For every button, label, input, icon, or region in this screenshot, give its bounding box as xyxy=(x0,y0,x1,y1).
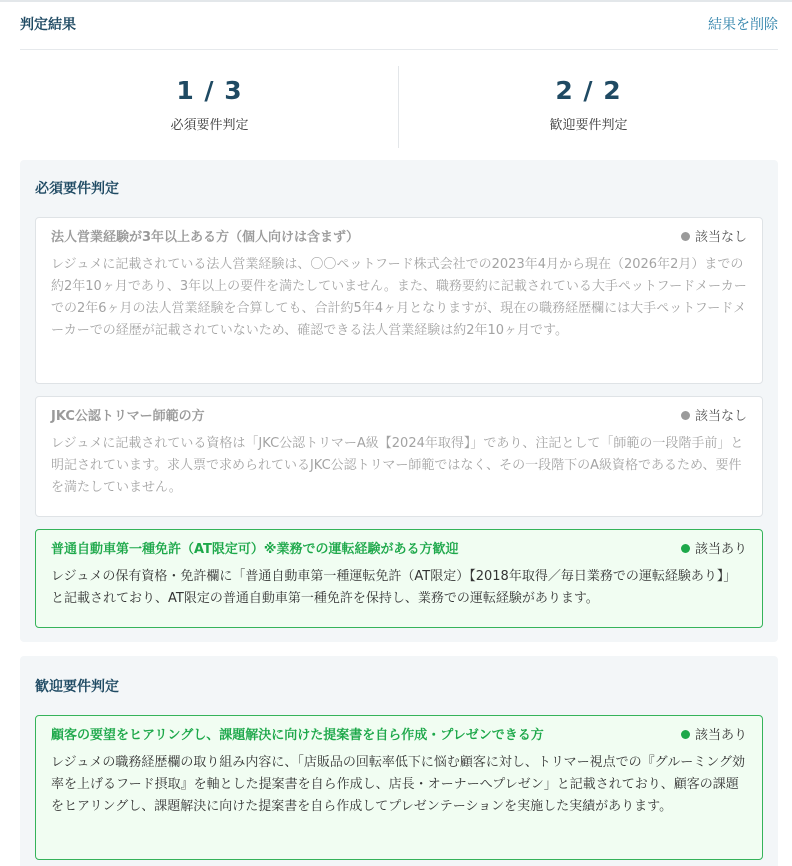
required-section-title: 必須要件判定 xyxy=(35,181,119,197)
status-dot-icon xyxy=(681,544,690,553)
status-label: 該当あり xyxy=(694,728,747,743)
status-badge xyxy=(681,407,747,427)
results-header xyxy=(20,14,778,34)
welcome-summary xyxy=(399,66,778,148)
required-score: 1 / 3 xyxy=(176,76,243,105)
requirement-title: 普通自動車第一種免許（AT限定可）※業務での運転経験がある方歓迎 xyxy=(51,542,459,557)
requirement-card xyxy=(35,217,763,384)
requirement-explanation: レジュメに記載されている法人営業経験は、〇〇ペットフード株式会社での2023年4月から現在（2026年2月）までの約2年10ヶ月であり、3年以上の要件を満たしていません。また、職務要約に記載されている大手ペットフードメーカーでの2年6ヶ月の法人営業経験を合算しても、合計約5年4ヶ月となりますが、現在の職務経歴欄には大手ペットフードメーカーでの経歴が記載されていないため、確認できる法人営業経験は約2年10ヶ月です。 xyxy=(51,257,747,338)
status-badge xyxy=(681,726,747,746)
requirement-explanation: レジュメの保有資格・免許欄に「普通自動車第一種運転免許（AT限定）【2018年取得／毎日業務での運転経験あり】」と記載されており、AT限定の普通自動車第一種免許を保持し、業務での運転経験があります。 xyxy=(51,569,737,606)
required-score-label: 必須要件判定 xyxy=(170,118,249,133)
requirement-card xyxy=(35,529,763,628)
welcome-requirements-panel xyxy=(20,656,778,866)
status-label: 該当なし xyxy=(694,230,747,245)
welcome-section-title: 歓迎要件判定 xyxy=(35,679,119,695)
top-border xyxy=(0,0,792,2)
requirement-explanation: レジュメに記載されている資格は「JKC公認トリマーA級【2024年取得】」であり、注記として「師範の一段階手前」と明記されています。求人票で求められているJKC公認トリマー師範ではなく、その一段階下のA級資格であるため、要件を満たしていません。 xyxy=(51,436,744,495)
header-divider xyxy=(20,49,778,50)
page-title: 判定結果 xyxy=(20,17,76,33)
status-dot-icon xyxy=(681,730,690,739)
requirement-card xyxy=(35,715,763,860)
status-dot-icon xyxy=(681,232,690,241)
requirement-explanation: レジュメの職務経歴欄の取り組み内容に、「店販品の回転率低下に悩む顧客に対し、トリマー視点での『グルーミング効率を上げるフード摂取』を軸とした提案書を自ら作成し、店長・オーナーへプレゼン」と記載されており、顧客の課題をヒアリングし、課題解決に向けた提案書を自ら作成してプレゼンテーションを実施した実績があります。 xyxy=(51,755,746,814)
delete-results-link[interactable]: 結果を削除 xyxy=(708,17,778,33)
status-label: 該当あり xyxy=(694,542,747,557)
requirement-title: 顧客の要望をヒアリングし、課題解決に向けた提案書を自ら作成・プレゼンできる方 xyxy=(51,728,544,743)
required-summary xyxy=(20,66,399,148)
required-requirements-panel xyxy=(20,160,778,642)
status-badge xyxy=(681,228,747,248)
status-badge xyxy=(681,540,747,560)
requirement-card xyxy=(35,396,763,517)
requirement-title: 法人営業経験が3年以上ある方（個人向けは含まず） xyxy=(51,230,360,245)
requirement-title: JKC公認トリマー師範の方 xyxy=(51,409,205,424)
status-dot-icon xyxy=(681,411,690,420)
welcome-score-label: 歓迎要件判定 xyxy=(549,118,628,133)
status-label: 該当なし xyxy=(694,409,747,424)
welcome-score: 2 / 2 xyxy=(555,76,622,105)
